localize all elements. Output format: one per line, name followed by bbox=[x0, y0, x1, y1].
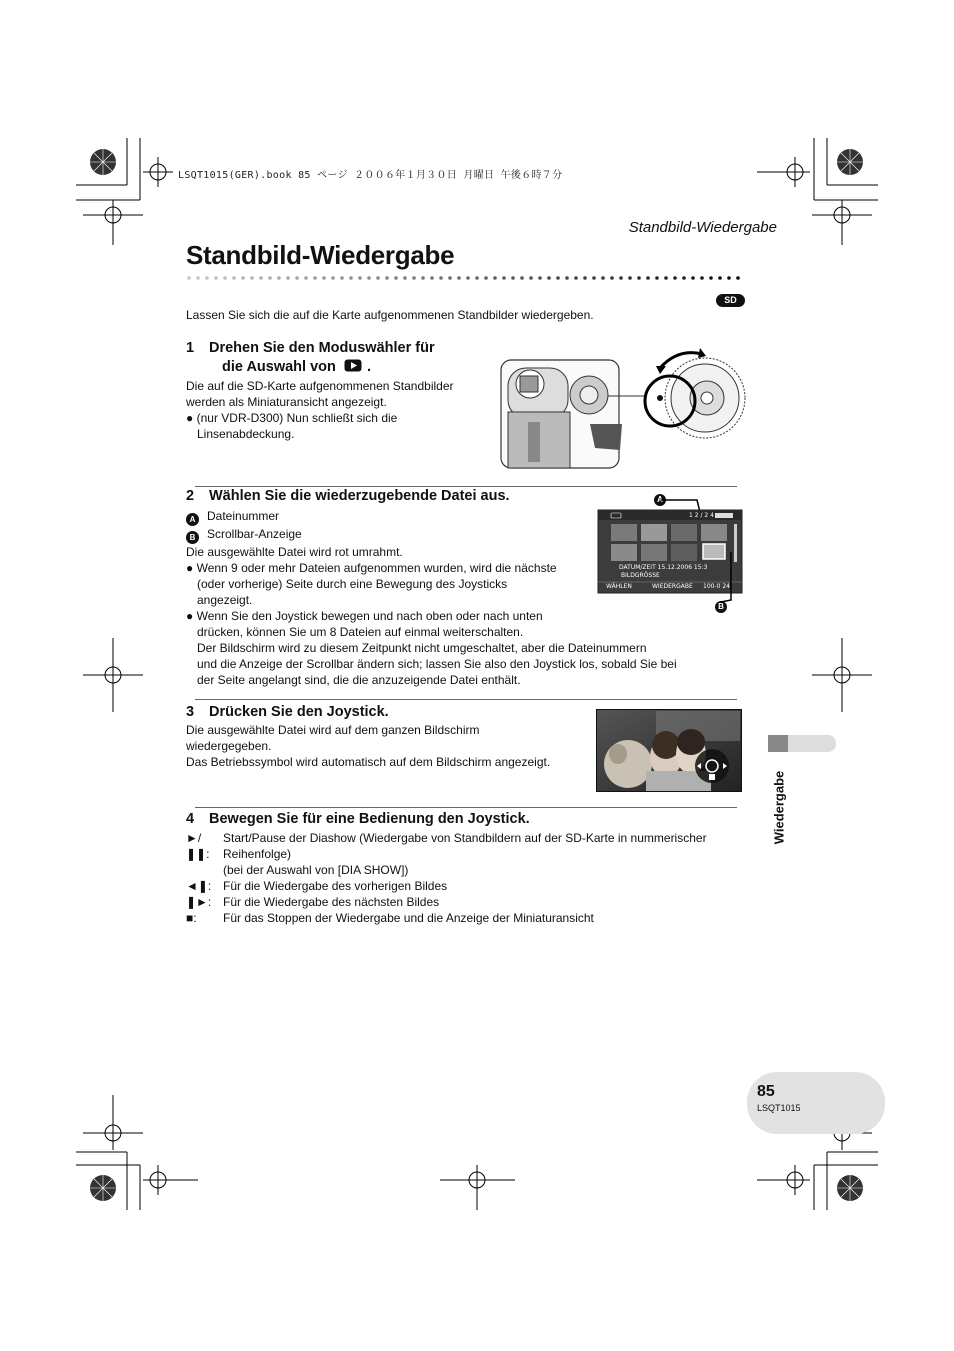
bullet-text: Wenn Sie den Joystick bewegen und nach oben oder nach unten bbox=[196, 609, 543, 623]
screen-wiedergabe: WIEDERGABE bbox=[652, 583, 693, 590]
rule-dot bbox=[727, 276, 731, 280]
rule-dot bbox=[556, 276, 560, 280]
rule-dot bbox=[358, 276, 362, 280]
rule-dot bbox=[340, 276, 344, 280]
rule-dot bbox=[628, 276, 632, 280]
rule-dot bbox=[538, 276, 542, 280]
rule-dot bbox=[430, 276, 434, 280]
step-divider bbox=[195, 807, 737, 808]
rule-dot bbox=[385, 276, 389, 280]
step1-bullet: ● (nur VDR-D300) Nun schließt sich die bbox=[186, 411, 398, 425]
rule-dot bbox=[268, 276, 272, 280]
rule-dot bbox=[484, 276, 488, 280]
chapter-side-label: Wiedergabe bbox=[771, 770, 787, 845]
rule-dot bbox=[547, 276, 551, 280]
step-number: 3 bbox=[186, 704, 195, 720]
step2-bullet-cont: und die Anzeige der Scrollbar ändern sich; lassen Sie also den Joystick los, sobald Sie bei bbox=[197, 657, 677, 671]
step-number: 2 bbox=[186, 488, 195, 504]
page-number: 85 bbox=[757, 1083, 775, 1100]
rule-dot bbox=[367, 276, 371, 280]
sd-card-badge: SD bbox=[716, 294, 745, 307]
playback-mode-icon bbox=[344, 358, 363, 373]
step1-heading bbox=[186, 339, 435, 377]
rule-dot bbox=[736, 276, 740, 280]
step2-bullet-cont: (oder vorherige) Seite durch eine Bewegung des Joysticks bbox=[197, 577, 508, 591]
rule-dot bbox=[250, 276, 254, 280]
control-desc: Reihenfolge) bbox=[223, 847, 292, 861]
step2-heading bbox=[186, 487, 510, 506]
rule-dot bbox=[259, 276, 263, 280]
control-desc: Für das Stoppen der Wiedergabe und die Anzeige der Miniaturansicht bbox=[223, 911, 594, 925]
step3-heading-text: Drücken Sie den Joystick. bbox=[209, 704, 389, 720]
callout-b-marker: B bbox=[186, 531, 199, 544]
rule-dot bbox=[421, 276, 425, 280]
fullscreen-playback-photo bbox=[596, 709, 742, 792]
rule-dot bbox=[475, 276, 479, 280]
control-desc: Für die Wiedergabe des nächsten Bildes bbox=[223, 895, 440, 909]
step1-text-line: Die auf die SD-Karte aufgenommenen Standbilder bbox=[186, 379, 454, 393]
step-number: 4 bbox=[186, 811, 195, 827]
control-desc: (bei der Auswahl von [DIA SHOW]) bbox=[223, 863, 409, 877]
rule-dot bbox=[700, 276, 704, 280]
screen-file-no: 100-0 24 bbox=[703, 583, 730, 590]
rule-dot bbox=[511, 276, 515, 280]
rule-dot bbox=[691, 276, 695, 280]
rule-dot bbox=[574, 276, 578, 280]
step2-bullet: ● Wenn 9 oder mehr Dateien aufgenommen wurden, wird die nächste bbox=[186, 561, 557, 575]
rule-dot bbox=[682, 276, 686, 280]
rule-dot bbox=[664, 276, 668, 280]
callout-b-text: Scrollbar-Anzeige bbox=[207, 527, 302, 541]
rule-dot bbox=[394, 276, 398, 280]
rule-dot bbox=[457, 276, 461, 280]
rule-dot bbox=[214, 276, 218, 280]
rule-dot bbox=[646, 276, 650, 280]
step2-bullet-cont: angezeigt. bbox=[197, 593, 253, 607]
callout-a-marker: A bbox=[654, 494, 666, 506]
step4-heading-text: Bewegen Sie für eine Bedienung den Joystick. bbox=[209, 811, 530, 827]
bullet-text: (nur VDR-D300) Nun schließt sich die bbox=[196, 411, 398, 425]
step1-heading-line2: die Auswahl von bbox=[222, 359, 336, 375]
screen-file-count: 1 2 / 2 4 bbox=[689, 512, 714, 519]
step1-heading-end: . bbox=[366, 359, 371, 375]
step3-heading bbox=[186, 703, 389, 722]
step1-text-line: werden als Miniaturansicht angezeigt. bbox=[186, 395, 387, 409]
rule-dot bbox=[448, 276, 452, 280]
rule-dot bbox=[709, 276, 713, 280]
stop-icon: ■: bbox=[186, 911, 197, 925]
step4-heading bbox=[186, 810, 530, 829]
rule-dot bbox=[313, 276, 317, 280]
next-icon: ❚►: bbox=[186, 895, 212, 909]
rule-dot bbox=[295, 276, 299, 280]
rule-dot bbox=[502, 276, 506, 280]
step2-bullet-cont: der Seite angelangt sind, die die anzuzeigende Datei enthält. bbox=[197, 673, 521, 687]
callout-a-text: Dateinummer bbox=[207, 509, 280, 523]
thumbnail-screen-illustration bbox=[597, 494, 743, 612]
step2-heading-text: Wählen Sie die wiederzugebende Datei aus. bbox=[209, 488, 510, 504]
rule-dot bbox=[592, 276, 596, 280]
control-play-pause bbox=[186, 830, 741, 878]
rule-dot bbox=[439, 276, 443, 280]
step2-bullet: ● Wenn Sie den Joystick bewegen und nach oben oder nach unten bbox=[186, 609, 543, 623]
screen-groesse: BILDGRÖSSE bbox=[621, 572, 660, 579]
rule-dot bbox=[520, 276, 524, 280]
title-dotted-rule bbox=[186, 274, 746, 282]
control-next bbox=[186, 894, 741, 910]
rule-dot bbox=[232, 276, 236, 280]
step-divider bbox=[195, 699, 737, 700]
rule-dot bbox=[637, 276, 641, 280]
step4-controls bbox=[186, 830, 741, 926]
rule-dot bbox=[583, 276, 587, 280]
rule-dot bbox=[376, 276, 380, 280]
control-stop bbox=[186, 910, 741, 926]
rule-dot bbox=[610, 276, 614, 280]
rule-dot bbox=[187, 276, 191, 280]
rule-dot bbox=[223, 276, 227, 280]
screen-datum: DATUM/ZEIT 15.12.2006 15:3 bbox=[619, 564, 708, 571]
rule-dot bbox=[241, 276, 245, 280]
rule-dot bbox=[466, 276, 470, 280]
rule-dot bbox=[277, 276, 281, 280]
step1-bullet-cont: Linsenabdeckung. bbox=[197, 427, 295, 441]
step3-text-line: Die ausgewählte Datei wird auf dem ganzen Bildschirm bbox=[186, 723, 480, 737]
step1-heading-line1: Drehen Sie den Moduswähler für bbox=[209, 340, 435, 356]
step1-text bbox=[186, 378, 454, 442]
step3-text-line: wiedergegeben. bbox=[186, 739, 272, 753]
control-desc: Start/Pause der Diashow (Wiedergabe von Standbildern auf der SD-Karte in nummerischer bbox=[223, 831, 707, 845]
running-head: Standbild-Wiedergabe bbox=[628, 219, 777, 236]
rule-dot bbox=[412, 276, 416, 280]
rule-dot bbox=[529, 276, 533, 280]
step3-text-line: Das Betriebssymbol wird automatisch auf dem Bildschirm angezeigt. bbox=[186, 755, 551, 769]
rule-dot bbox=[403, 276, 407, 280]
previous-icon: ◄❚: bbox=[186, 879, 212, 893]
step2-bullet-cont: Der Bildschirm wird zu diesem Zeitpunkt nicht umgeschaltet, aber die Dateinummern bbox=[197, 641, 647, 655]
rule-dot bbox=[673, 276, 677, 280]
rule-dot bbox=[619, 276, 623, 280]
camera-mode-dial-illustration bbox=[500, 340, 746, 470]
bullet-text: Wenn 9 oder mehr Dateien aufgenommen wurden, wird die nächste bbox=[196, 561, 557, 575]
print-header: LSQT1015(GER).book 85 ページ ２００６年１月３０日 月曜日 午後６時７分 bbox=[178, 170, 563, 181]
rule-dot bbox=[322, 276, 326, 280]
play-pause-icon: ►/❚❚: bbox=[186, 831, 210, 861]
control-desc: Für die Wiedergabe des vorherigen Bildes bbox=[223, 879, 448, 893]
chapter-tab-marker bbox=[768, 735, 788, 752]
rule-dot bbox=[205, 276, 209, 280]
rule-dot bbox=[304, 276, 308, 280]
step-number: 1 bbox=[186, 340, 195, 356]
callout-b-marker: B bbox=[715, 601, 727, 613]
page-title: Standbild-Wiedergabe bbox=[186, 240, 455, 270]
screen-waehlen: WÄHLEN bbox=[606, 583, 632, 590]
rule-dot bbox=[565, 276, 569, 280]
control-previous bbox=[186, 878, 741, 894]
step2-text-line: Die ausgewählte Datei wird rot umrahmt. bbox=[186, 545, 403, 559]
rule-dot bbox=[286, 276, 290, 280]
rule-dot bbox=[718, 276, 722, 280]
rule-dot bbox=[349, 276, 353, 280]
callout-a-marker: A bbox=[186, 513, 199, 526]
step2-bullet-cont: drücken, können Sie um 8 Dateien auf einmal weiterschalten. bbox=[197, 625, 524, 639]
intro-text: Lassen Sie sich die auf die Karte aufgenommenen Standbilder wiedergeben. bbox=[186, 308, 594, 322]
page-code: LSQT1015 bbox=[757, 1103, 801, 1113]
rule-dot bbox=[331, 276, 335, 280]
rule-dot bbox=[493, 276, 497, 280]
rule-dot bbox=[196, 276, 200, 280]
step3-text bbox=[186, 722, 550, 770]
rule-dot bbox=[601, 276, 605, 280]
rule-dot bbox=[655, 276, 659, 280]
